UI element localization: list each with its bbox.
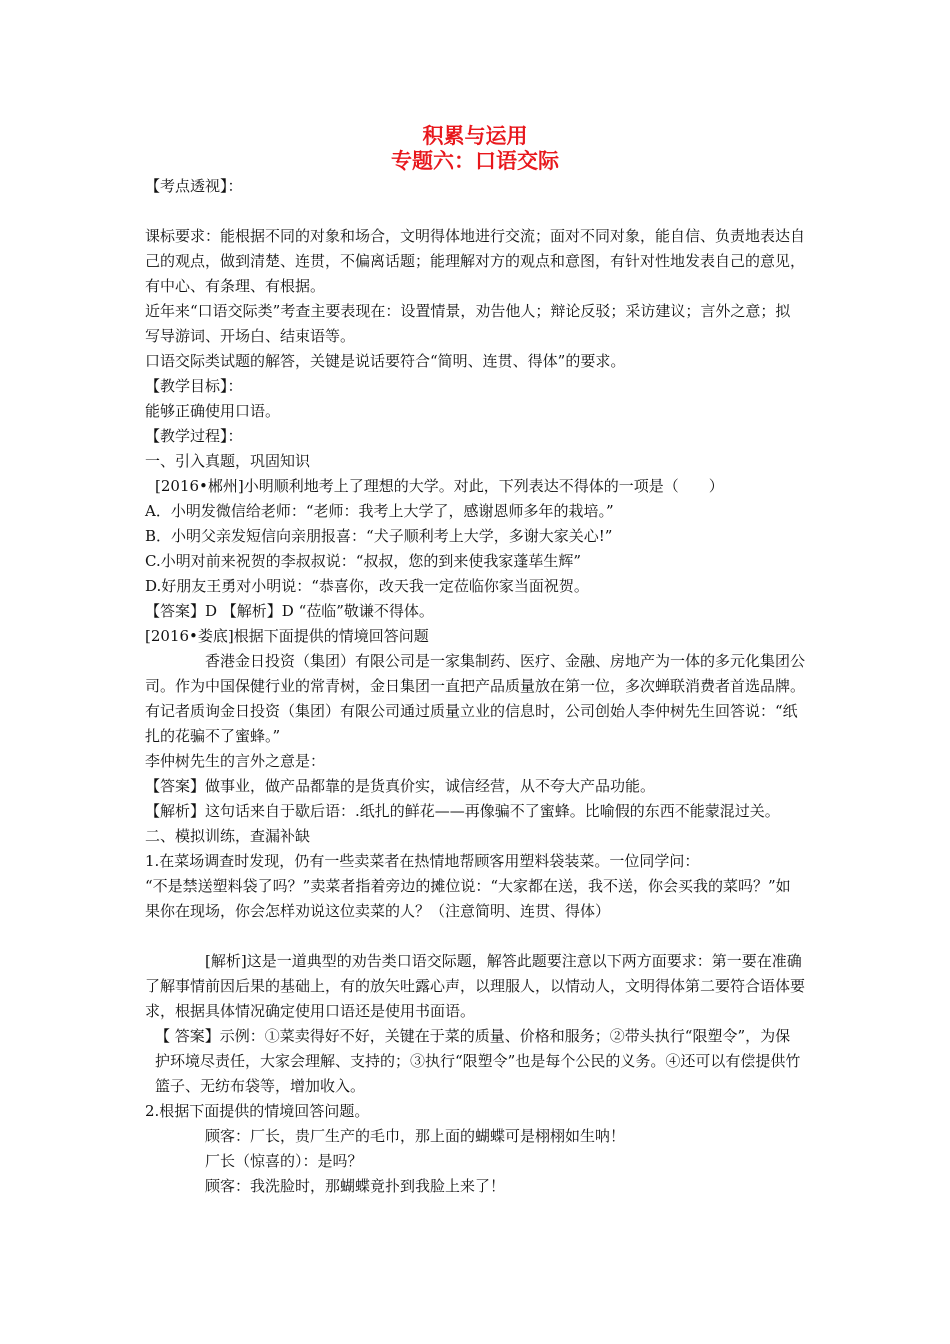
kaodian-trend: 近年来“口语交际类”考查主要表现在：设置情景，劝告他人；辩论反驳；采访建议；言外之意；拟写导游词、开场白、结束语等。: [145, 302, 791, 345]
kaodian-requirement: 课标要求：能根据不同的对象和场合，文明得体地进行交流；面对不同对象，能自信、负责地表达自己的观点，做到清楚、连贯，不偏离话题；能理解对方的观点和意图，有针对性地发表自己的意见，有中心、有条理、有根据。: [145, 227, 806, 295]
practice-1-analysis: [解析]这是一道典型的劝告类口语交际题，解答此题要注意以下两方面要求：第一要在准确了解事情前因后果的基础上，有的放矢吐露心声，以理服人，以情动人，文明得体第二要符合语体要求，根据具体情况确定使用口语还是使用书面语。: [145, 952, 806, 1020]
question-2-stem: [2016•娄底]根据下面提供的情境回答问题: [145, 627, 429, 645]
question-2-analysis: 【解析】这句话来自于歇后语：.纸扎的鲜花——再像骗不了蜜蜂。比喻假的东西不能蒙混过关。: [145, 802, 780, 820]
practice-2-dialogue-2: 厂长（惊喜的）：是吗？: [205, 1152, 363, 1170]
goal-text: 能够正确使用口语。: [145, 402, 281, 420]
question-1-option-b: B．小明父亲发短信向亲朋报喜：“犬子顺利考上大学，多谢大家关心!”: [145, 527, 613, 545]
practice-1-stem-continued: “不是禁送塑料袋了吗？”卖菜者指着旁边的摊位说：“大家都在送，我不送，你会买我的菜吗？”如果你在现场，你会怎样劝说这位卖菜的人？（注意简明、连贯、得体）: [145, 877, 791, 920]
section-1-heading: 一、引入真题，巩固知识: [145, 452, 311, 470]
practice-2-dialogue-3: 顾客：我洗脸时，那蝴蝶竟扑到我脸上来了！: [205, 1177, 506, 1195]
practice-1-stem: 1.在菜场调查时发现，仍有一些卖菜者在热情地帮顾客用塑料袋装菜。一位同学问：: [145, 852, 700, 870]
spacer: [145, 199, 805, 224]
question-2-passage: 香港金日投资（集团）有限公司是一家集制药、医疗、金融、房地产为一体的多元化集团公司。作为中国保健行业的常青树，金日集团一直把产品质量放在第一位，多次蝉联消费者首选品牌。有记者质询金日投资（集团）有限公司通过质量立业的信息时，公司创始人李仲树先生回答说：“纸扎的花骗不了蜜蜂。”: [145, 652, 806, 745]
practice-2-dialogue-1: 顾客：厂长，贵厂生产的毛巾，那上面的蝴蝶可是栩栩如生呐！: [205, 1127, 626, 1145]
doc-title: 积累与运用: [422, 124, 528, 148]
question-1-option-d: D.好朋友王勇对小明说：“恭喜你，改天我一定莅临你家当面祝贺。: [145, 577, 589, 595]
process-heading: 【教学过程】：: [145, 427, 243, 445]
doc-body: [145, 174, 805, 1199]
question-1-option-c: C.小明对前来祝贺的李叔叔说：“叔叔，您的到来使我家蓬荜生辉”: [145, 552, 582, 570]
section-2-heading: 二、模拟训练，查漏补缺: [145, 827, 311, 845]
practice-2-stem: 2.根据下面提供的情境回答问题。: [145, 1102, 370, 1120]
question-1-answer: 【答案】D 【解析】D “莅临”敬谦不得体。: [145, 602, 434, 620]
question-1-option-a: A．小明发微信给老师：“老师：我考上大学了，感谢恩师多年的栽培。”: [145, 502, 614, 520]
question-2-prompt: 李仲树先生的言外之意是：: [145, 752, 326, 770]
practice-1-answer: 【 答案】示例：①菜卖得好不好，关键在于菜的质量、价格和服务；②带头执行“限塑令”，为保护环境尽责任，大家会理解、支持的；③执行“限塑令”也是每个公民的义务。④还可以有偿提供竹篮子、无纺布袋等，增加收入。: [155, 1027, 801, 1095]
question-2-answer: 【答案】做事业，做产品都靠的是货真价实，诚信经营，从不夸大产品功能。: [145, 777, 656, 795]
question-1-stem: [2016•郴州]小明顺利地考上了理想的大学。对此，下列表达不得体的一项是（ ）: [155, 477, 724, 495]
goal-heading: 【教学目标】：: [145, 377, 243, 395]
spacer: [145, 924, 805, 949]
doc-subtitle: 专题六：口语交际: [391, 149, 559, 173]
kaodian-heading: 【考点透视】：: [145, 177, 243, 195]
kaodian-key: 口语交际类试题的解答，关键是说话要符合“简明、连贯、得体”的要求。: [145, 352, 626, 370]
